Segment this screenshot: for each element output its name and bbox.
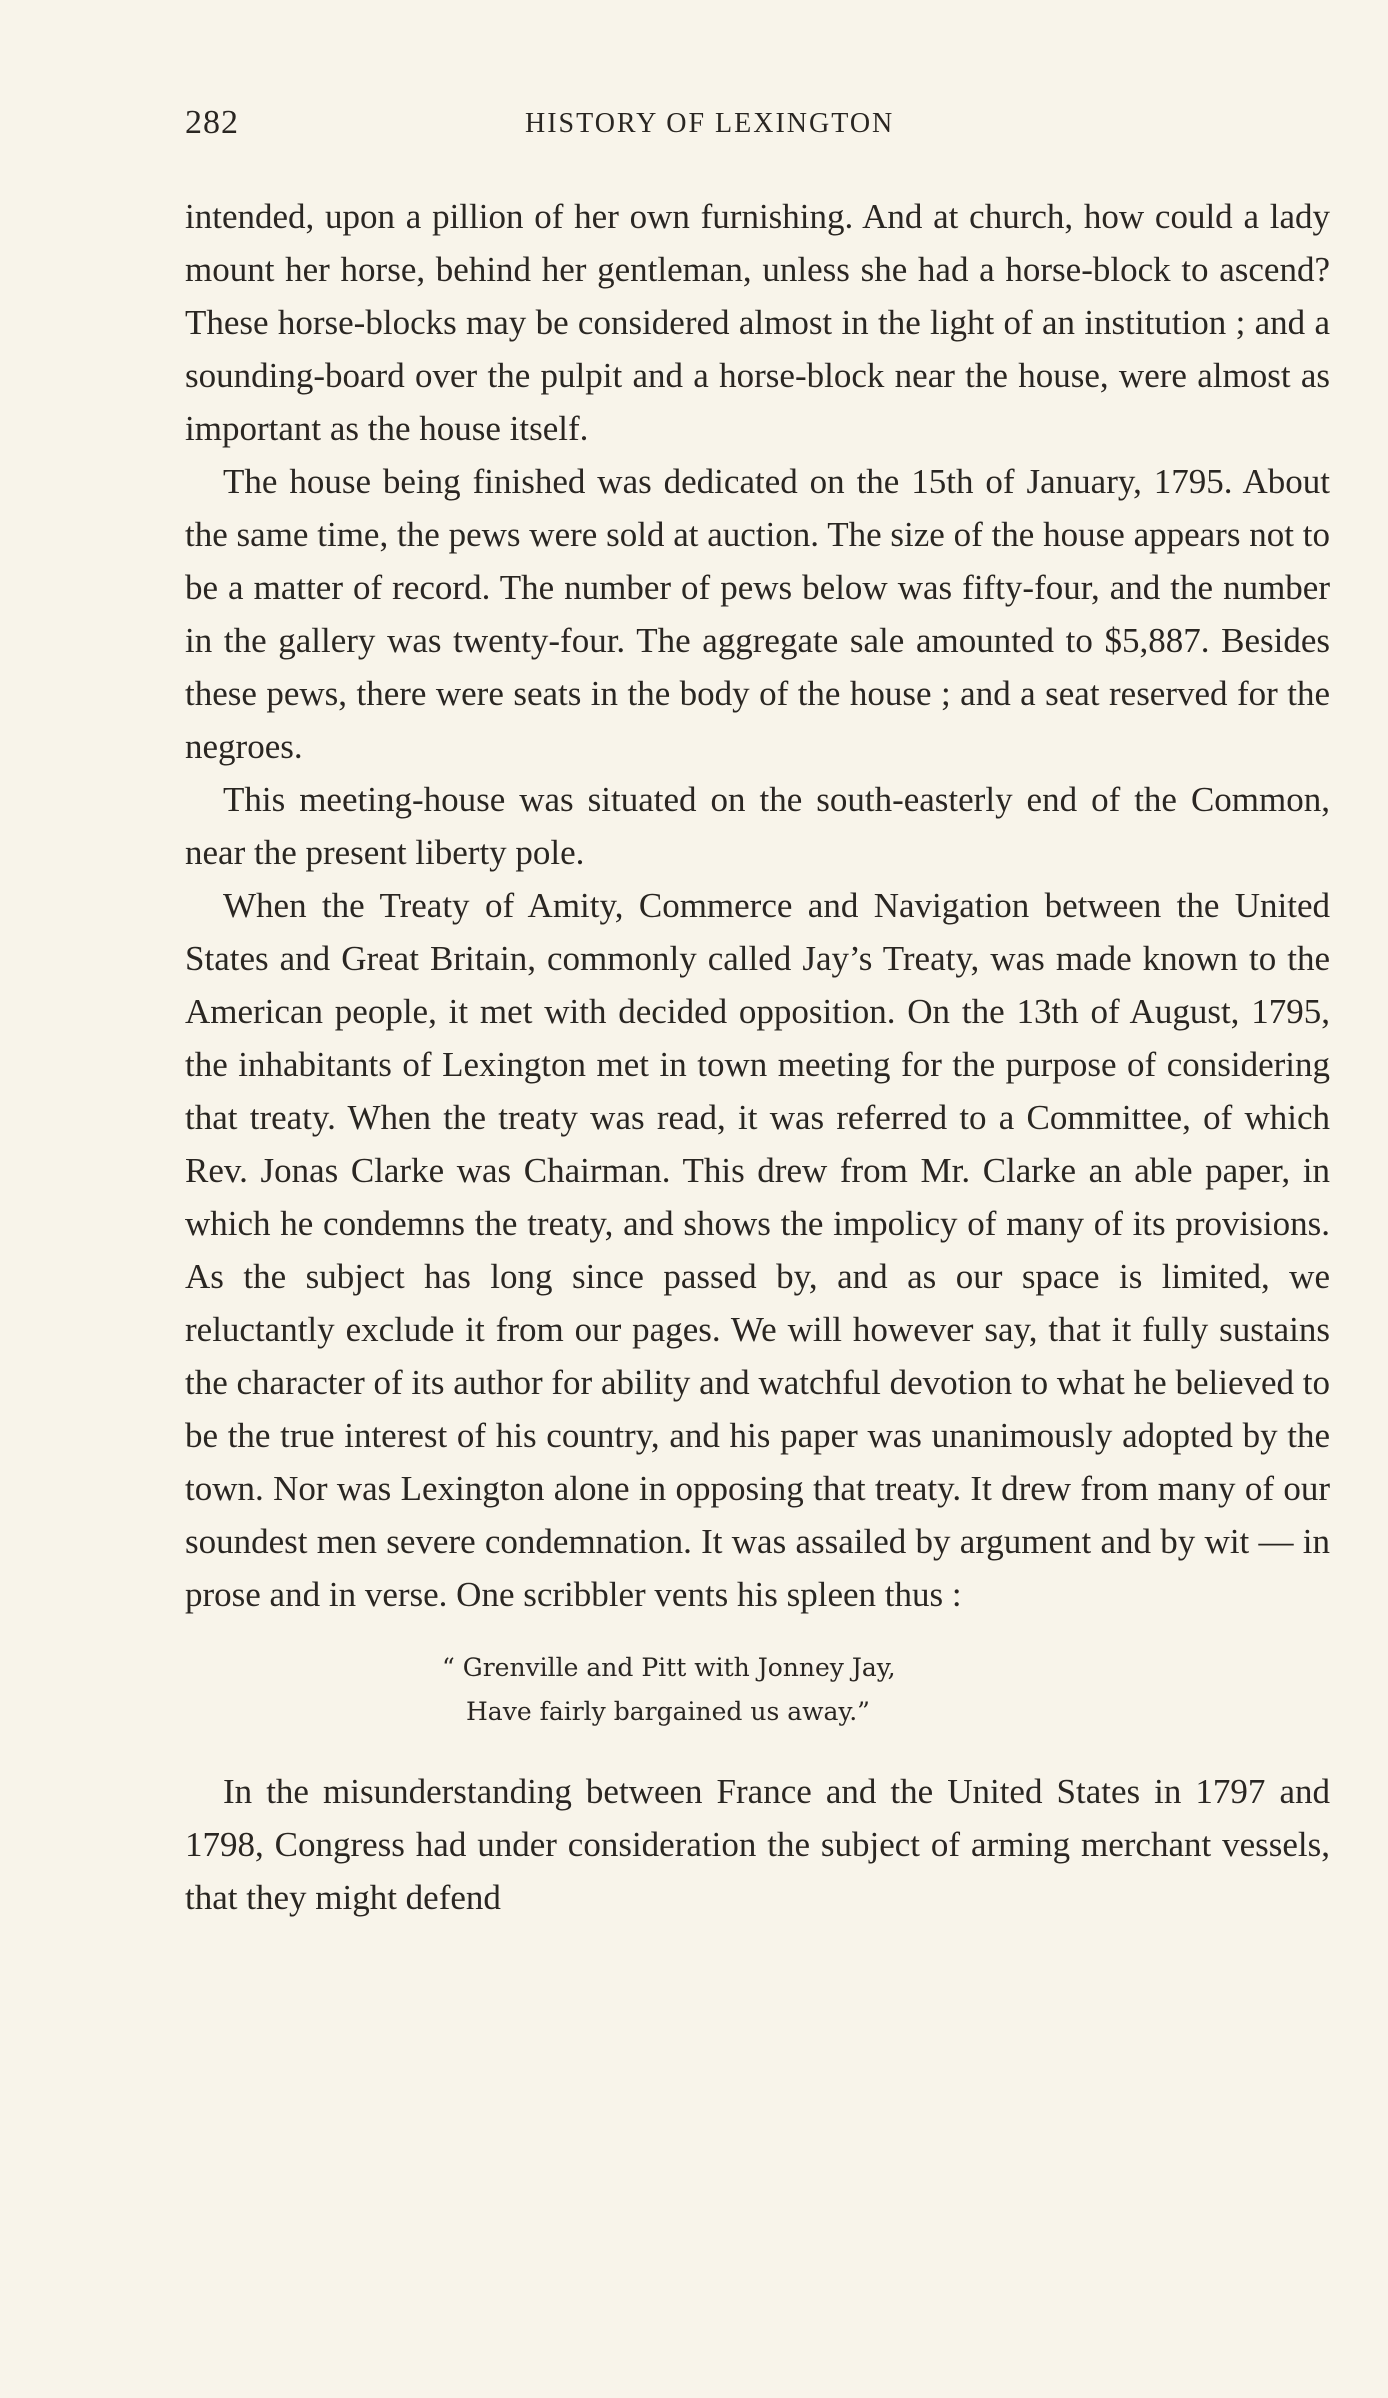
paragraph-jays-treaty: When the Treaty of Amity, Commerce and Navigation between the United States and Great Britain, commonly called Jay’s Treaty, was made known to the American people, it met with decided opposition. On the 13th of August, 1795, the inhabitants of Lexington met in town meeting for the purpose of considering that treaty. When the treaty was read, it was referred to a Committee, of which Rev. Jonas Clarke was Chairman. This drew from Mr. Clarke an able paper, in which he condemns the treaty, and shows the impolicy of many of its provisions. As the subject has long since passed by, and as our space is limited, we reluctantly exclude it from our pages. We will however say, that it fully sustains the character of its author for ability and watchful devotion to what he believed to be the true interest of his country, and his paper was unanimously adopted by the town. Nor was Lexington alone in opposing that treaty. It drew from many of our soundest men severe condemnation. It was assailed by argument and by wit — in prose and in verse. One scribbler vents his spleen thus :: [185, 886, 1330, 1614]
verse-line-2: Have fairly bargained us away.”: [466, 1697, 870, 1726]
paragraph-france-misunderstanding: In the misunderstanding between France and the United States in 1797 and 1798, Congress had under consideration the subject of arming merchant vessels, that they might defend: [185, 1772, 1330, 1917]
paragraph-horse-blocks: intended, upon a pillion of her own furnishing. And at church, how could a lady mount her horse, behind her gentleman, unless she had a horse-block to ascend? These horse-blocks may be considered almost in the light of an institution ; and a sounding-board over the pulpit and a horse-block near the house, were almost as important as the house itself.: [185, 197, 1330, 448]
paragraph-meeting-house-location: This meeting-house was situated on the south-easterly end of the Common, near the present liberty pole.: [185, 780, 1330, 872]
verse-line-1: “ Grenville and Pitt with Jonney Jay,: [442, 1653, 896, 1682]
page-number: 282: [185, 104, 239, 141]
body-text: [185, 190, 1330, 1924]
quoted-verse: [185, 1646, 1330, 1734]
page-header: [185, 104, 1330, 152]
paragraph-dedication: The house being finished was dedicated on the 15th of January, 1795. About the same time, the pews were sold at auction. The size of the house appears not to be a matter of record. The number of pews below was fifty-four, and the number in the gallery was twenty-four. The aggregate sale amounted to $5,887. Besides these pews, there were seats in the body of the house ; and a seat reserved for the negroes.: [185, 462, 1330, 766]
running-title: HISTORY OF LEXINGTON: [525, 108, 895, 139]
